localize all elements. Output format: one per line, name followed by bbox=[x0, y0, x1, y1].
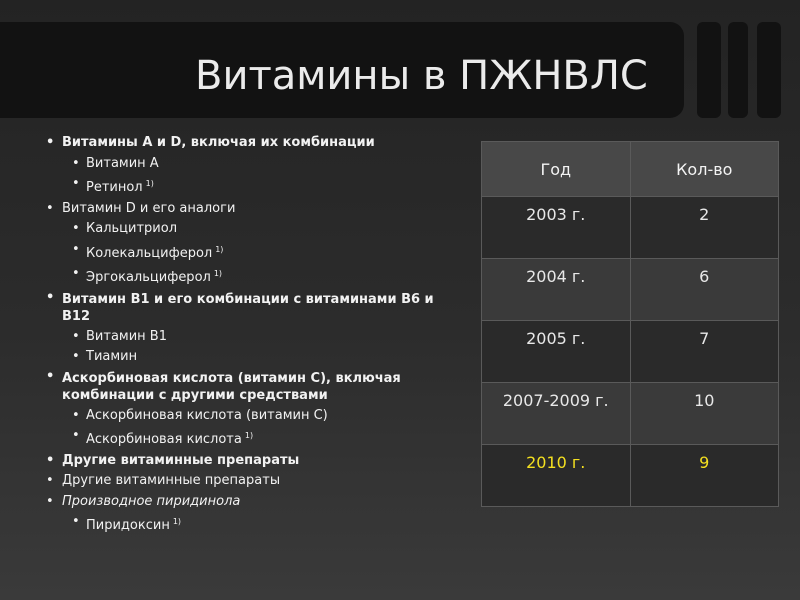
cell-year: 2005 г. bbox=[482, 321, 631, 383]
list-item-text: Эргокальциферол bbox=[86, 270, 211, 285]
footnote-marker: 1) bbox=[213, 269, 223, 278]
list-item-text: Кальцитриол bbox=[86, 221, 177, 236]
list-item-text: Производное пиридинола bbox=[62, 493, 241, 509]
cell-count: 9 bbox=[630, 445, 779, 507]
cell-year: 2007-2009 г. bbox=[482, 383, 631, 445]
list-item-text: Другие витаминные препараты bbox=[62, 452, 300, 468]
vitamin-list bbox=[44, 133, 464, 537]
footnote-marker: 1) bbox=[172, 517, 182, 526]
cell-year: 2010 г. bbox=[482, 445, 631, 507]
cell-count: 10 bbox=[630, 383, 779, 445]
list-item bbox=[44, 289, 464, 327]
list-item-text: Пиридоксин bbox=[86, 518, 170, 533]
list-item-text: Витамин В1 bbox=[86, 328, 167, 344]
list-item bbox=[44, 368, 464, 406]
footnote-marker: 1) bbox=[244, 431, 254, 440]
column-header-year: Год bbox=[482, 142, 631, 197]
list-item bbox=[44, 199, 464, 220]
list-item-text: Витамин А bbox=[86, 155, 159, 171]
table-row bbox=[482, 321, 779, 383]
table-row bbox=[482, 197, 779, 259]
table-header-row bbox=[482, 142, 779, 197]
decorative-bar bbox=[757, 22, 781, 118]
list-item-text: Другие витаминные препараты bbox=[62, 473, 281, 488]
table-row bbox=[482, 383, 779, 445]
list-item bbox=[44, 219, 464, 240]
list-item-text: Витамин В1 и его комбинации с витаминами В6 и В12 bbox=[62, 291, 434, 324]
list-item bbox=[44, 471, 464, 492]
footnote-marker: 1) bbox=[215, 244, 224, 254]
list-item bbox=[44, 327, 464, 348]
column-header-count: Кол-во bbox=[630, 142, 779, 197]
list-item bbox=[44, 154, 464, 175]
list-item bbox=[44, 264, 464, 289]
list-item-text: Колекальциферол bbox=[86, 245, 213, 261]
list-item bbox=[44, 347, 464, 368]
list-item-text: Аскорбиновая кислота (витамин С) bbox=[86, 407, 328, 423]
list-item bbox=[44, 492, 464, 513]
list-item bbox=[44, 512, 464, 537]
cell-year: 2003 г. bbox=[482, 197, 631, 259]
list-item-text: Тиамин bbox=[86, 349, 138, 364]
list-item bbox=[44, 426, 464, 451]
footnote-marker: 1) bbox=[145, 179, 154, 188]
list-item-text: Аскорбиновая кислота bbox=[86, 432, 242, 447]
list-item bbox=[44, 133, 464, 154]
cell-count: 2 bbox=[630, 197, 779, 259]
list-item bbox=[44, 451, 464, 472]
list-item-text: Аскорбиновая кислота (витамин С), включая комбинации с другими средствами bbox=[62, 370, 401, 403]
decorative-bar bbox=[728, 22, 748, 118]
list-item-text: Ретинол bbox=[86, 180, 143, 195]
cell-count: 7 bbox=[630, 321, 779, 383]
table-row bbox=[482, 445, 779, 507]
list-item-text: Витамины А и D, включая их комбинации bbox=[62, 135, 375, 150]
slide-title: Витамины в ПЖНВЛС bbox=[195, 53, 648, 99]
list-item-text: Витамин D и его аналоги bbox=[62, 200, 236, 216]
list-item bbox=[44, 240, 464, 265]
decorative-bar bbox=[697, 22, 721, 118]
table-row bbox=[482, 259, 779, 321]
year-count-table bbox=[481, 141, 779, 507]
cell-year: 2004 г. bbox=[482, 259, 631, 321]
list-item bbox=[44, 174, 464, 199]
list-item bbox=[44, 406, 464, 427]
cell-count: 6 bbox=[630, 259, 779, 321]
